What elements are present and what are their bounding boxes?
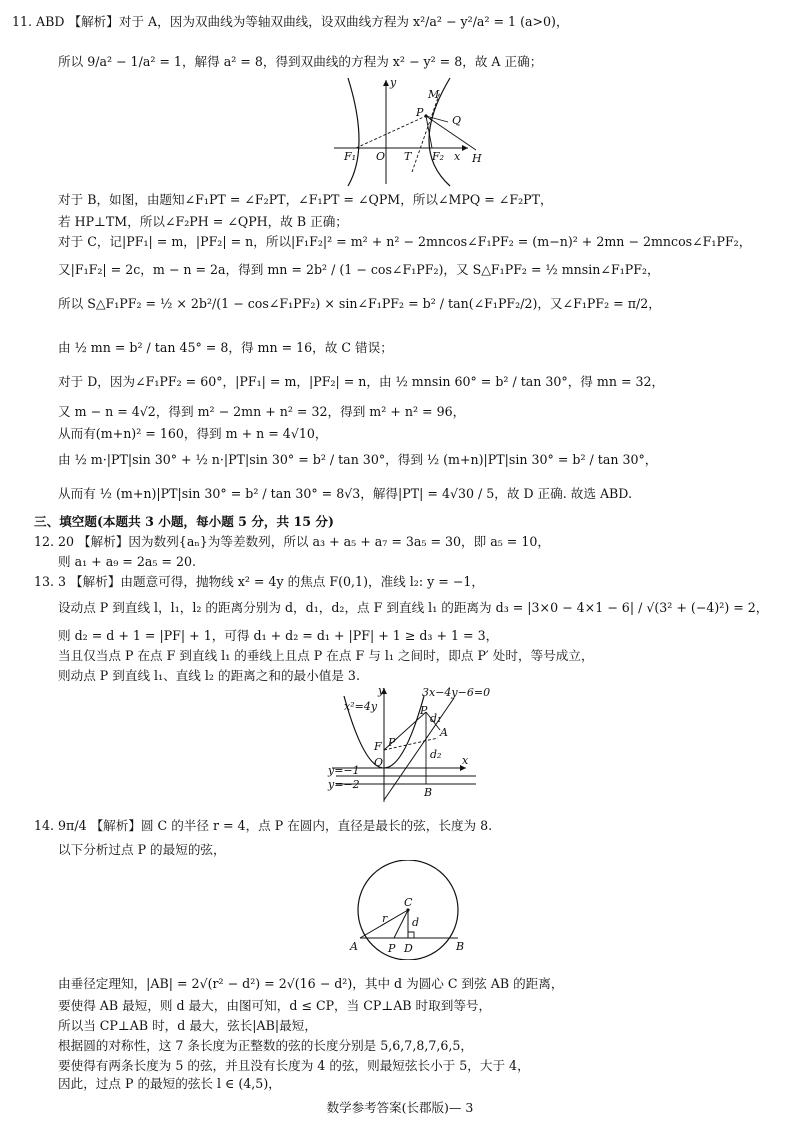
q11-line-11: 从而有(m+n)² = 160，得到 m + n = 4√10， <box>58 426 328 441</box>
fig3-label-r: r <box>382 912 388 925</box>
fig2-label-d1: d₁ <box>430 712 442 725</box>
fig2-label-y-neg2: y=−2 <box>328 778 360 791</box>
fig1-label-h: H <box>472 152 482 165</box>
q11-line-13: 从而有 ½ (m+n)|PT|sin 30° = b² / tan 30° = 8√3，解得|PT| = 4√30 / 5，故 D 正确. 故选 ABD. <box>58 486 632 501</box>
q11-line-4: 若 HP⊥TM，所以∠F₂PH = ∠QPH，故 B 正确； <box>58 214 348 229</box>
fig3-label-d: d <box>412 916 420 929</box>
q11-line-3: 对于 B，如图，由题知∠F₁PT = ∠F₂PT，∠F₁PT = ∠QPM，所以∠MPQ = ∠F₂PT， <box>58 192 553 207</box>
q13-line-4: 当且仅当点 P 在点 F 到直线 l₁ 的垂线上且点 P 在点 F 与 l₁ 之间时，即点 P′ 处时，等号成立， <box>58 648 594 663</box>
q14-line-7: 要使得有两条长度为 5 的弦，并且没有长度为 4 的弦，则最短弦长小于 5，大于 4， <box>58 1058 530 1073</box>
q11-line-9: 对于 D，因为∠F₁PF₂ = 60°，|PF₁| = m，|PF₂| = n，由 ½ mnsin 60° = b² / tan 30°，得 mn = 32， <box>58 374 665 389</box>
fig2-label-a: A <box>440 726 448 739</box>
q14-line-8: 因此，过点 P 的最短的弦长 l ∈ (4,5)， <box>58 1076 281 1091</box>
fig2-label-parabola: x²=4y <box>344 700 378 713</box>
q14-line-2: 以下分析过点 P 的最短的弦， <box>58 842 226 857</box>
fig2-label-line: 3x−4y−6=0 <box>422 686 491 699</box>
fig3-label-a: A <box>350 940 358 953</box>
fig2-label-y-neg1: y=−1 <box>328 764 360 777</box>
q14-line-1: 14. 9π/4 【解析】圆 C 的半径 r = 4，点 P 在圆内，直径是最长的弦，长度为 8. <box>34 818 493 833</box>
fig2-label-f: F <box>374 740 382 753</box>
q14-line-3: 由垂径定理知，|AB| = 2√(r² − d²) = 2√(16 − d²)，其中 d 为圆心 C 到弦 AB 的距离， <box>58 976 564 991</box>
fig2-label-pprime: P′ <box>388 736 398 749</box>
q11-line-6: 又|F₁F₂| = 2c，m − n = 2a，得到 mn = 2b² / (1 − cos∠F₁PF₂)，又 S△F₁PF₂ = ½ mnsin∠F₁PF₂， <box>58 262 660 277</box>
circle-figure <box>348 860 478 960</box>
page-footer: 数学参考答案(长郡版)— 3 <box>326 1100 474 1115</box>
q13-line-3: 则 d₂ = d + 1 = |PF| + 1，可得 d₁ + d₂ = d₁ + |PF| + 1 ≥ d₃ + 1 = 3， <box>58 628 499 643</box>
q12-line-2: 则 a₁ + a₉ = 2a₅ = 20. <box>58 554 196 569</box>
fig3-label-p: P <box>388 942 396 955</box>
q11-line-10: 又 m − n = 4√2，得到 m² − 2mn + n² = 32，得到 m² + n² = 96， <box>58 404 466 419</box>
q11-line-12: 由 ½ m·|PT|sin 30° + ½ n·|PT|sin 30° = b² / tan 30°，得到 ½ (m+n)|PT|sin 30° = b² / tan 30°， <box>58 452 658 467</box>
fig1-label-t: T <box>404 150 412 163</box>
fig2-label-x: x <box>462 754 469 767</box>
q11-line-2: 所以 9/a² − 1/a² = 1，解得 a² = 8，得到双曲线的方程为 x² − y² = 8，故 A 正确； <box>58 54 543 69</box>
q14-line-6: 根据圆的对称性，这 7 条长度为正整数的弦的长度分别是 5,6,7,8,7,6,5， <box>58 1038 473 1053</box>
q14-line-5: 所以当 CP⊥AB 时，d 最大，弦长|AB|最短， <box>58 1018 317 1033</box>
q11-line-7: 所以 S△F₁PF₂ = ½ × 2b²/(1 − cos∠F₁PF₂) × sin∠F₁PF₂ = b² / tan(∠F₁PF₂/2)，又∠F₁PF₂ = π/2， <box>58 296 661 311</box>
fig1-label-o: O <box>376 150 386 163</box>
hyperbola-figure <box>328 76 498 188</box>
fig3-label-c: C <box>404 896 413 909</box>
fig1-label-p: P <box>416 106 424 119</box>
fig1-label-y: y <box>390 76 397 89</box>
fig2-label-d2: d₂ <box>430 748 442 761</box>
fig2-label-o: O <box>374 756 384 769</box>
q12-line-1: 12. 20 【解析】因为数列{aₙ}为等差数列，所以 a₃ + a₅ + a₇ = 3a₅ = 30，即 a₅ = 10， <box>34 534 550 549</box>
q11-line-5: 对于 C，记|PF₁| = m，|PF₂| = n，所以|F₁F₂|² = m² + n² − 2mncos∠F₁PF₂ = (m−n)² + 2mn − 2mncos∠F₁PF₂， <box>58 234 752 249</box>
fig2-label-y: y <box>378 684 385 697</box>
fig3-label-b: B <box>456 940 465 953</box>
fig2-label-b: B <box>424 786 433 799</box>
fig2-label-p: P <box>420 704 428 717</box>
section-title: 三、填空题(本题共 3 小题，每小题 5 分，共 15 分) <box>34 514 334 529</box>
fig1-label-f1: F₁ <box>344 150 357 163</box>
fig1-label-x: x <box>454 150 461 163</box>
q13-line-5: 则动点 P 到直线 l₁、直线 l₂ 的距离之和的最小值是 3. <box>58 668 360 683</box>
fig1-label-q: Q <box>452 114 462 127</box>
fig3-label-dpoint: D <box>404 942 413 955</box>
q11-line-1: 11. ABD 【解析】对于 A，因为双曲线为等轴双曲线，设双曲线方程为 x²/a² − y²/a² = 1 (a>0)， <box>12 14 569 29</box>
q14-line-4: 要使得 AB 最短，则 d 最大，由图可知，d ≤ CP，当 CP⊥AB 时取到等号， <box>58 998 492 1013</box>
fig1-label-m: M <box>428 88 440 101</box>
q13-line-2: 设动点 P 到直线 l，l₁，l₂ 的距离分别为 d，d₁，d₂，点 F 到直线 l₁ 的距离为 d₃ = |3×0 − 4×1 − 6| / √(3² + (−4)²) = 2， <box>58 600 769 615</box>
fig1-label-f2: F₂ <box>432 150 445 163</box>
q11-line-8: 由 ½ mn = b² / tan 45° = 8，得 mn = 16，故 C 错误； <box>58 340 393 355</box>
parabola-figure <box>326 684 500 806</box>
q13-line-1: 13. 3 【解析】由题意可得，抛物线 x² = 4y 的焦点 F(0,1)，准线 l₂: y = −1， <box>34 574 484 589</box>
